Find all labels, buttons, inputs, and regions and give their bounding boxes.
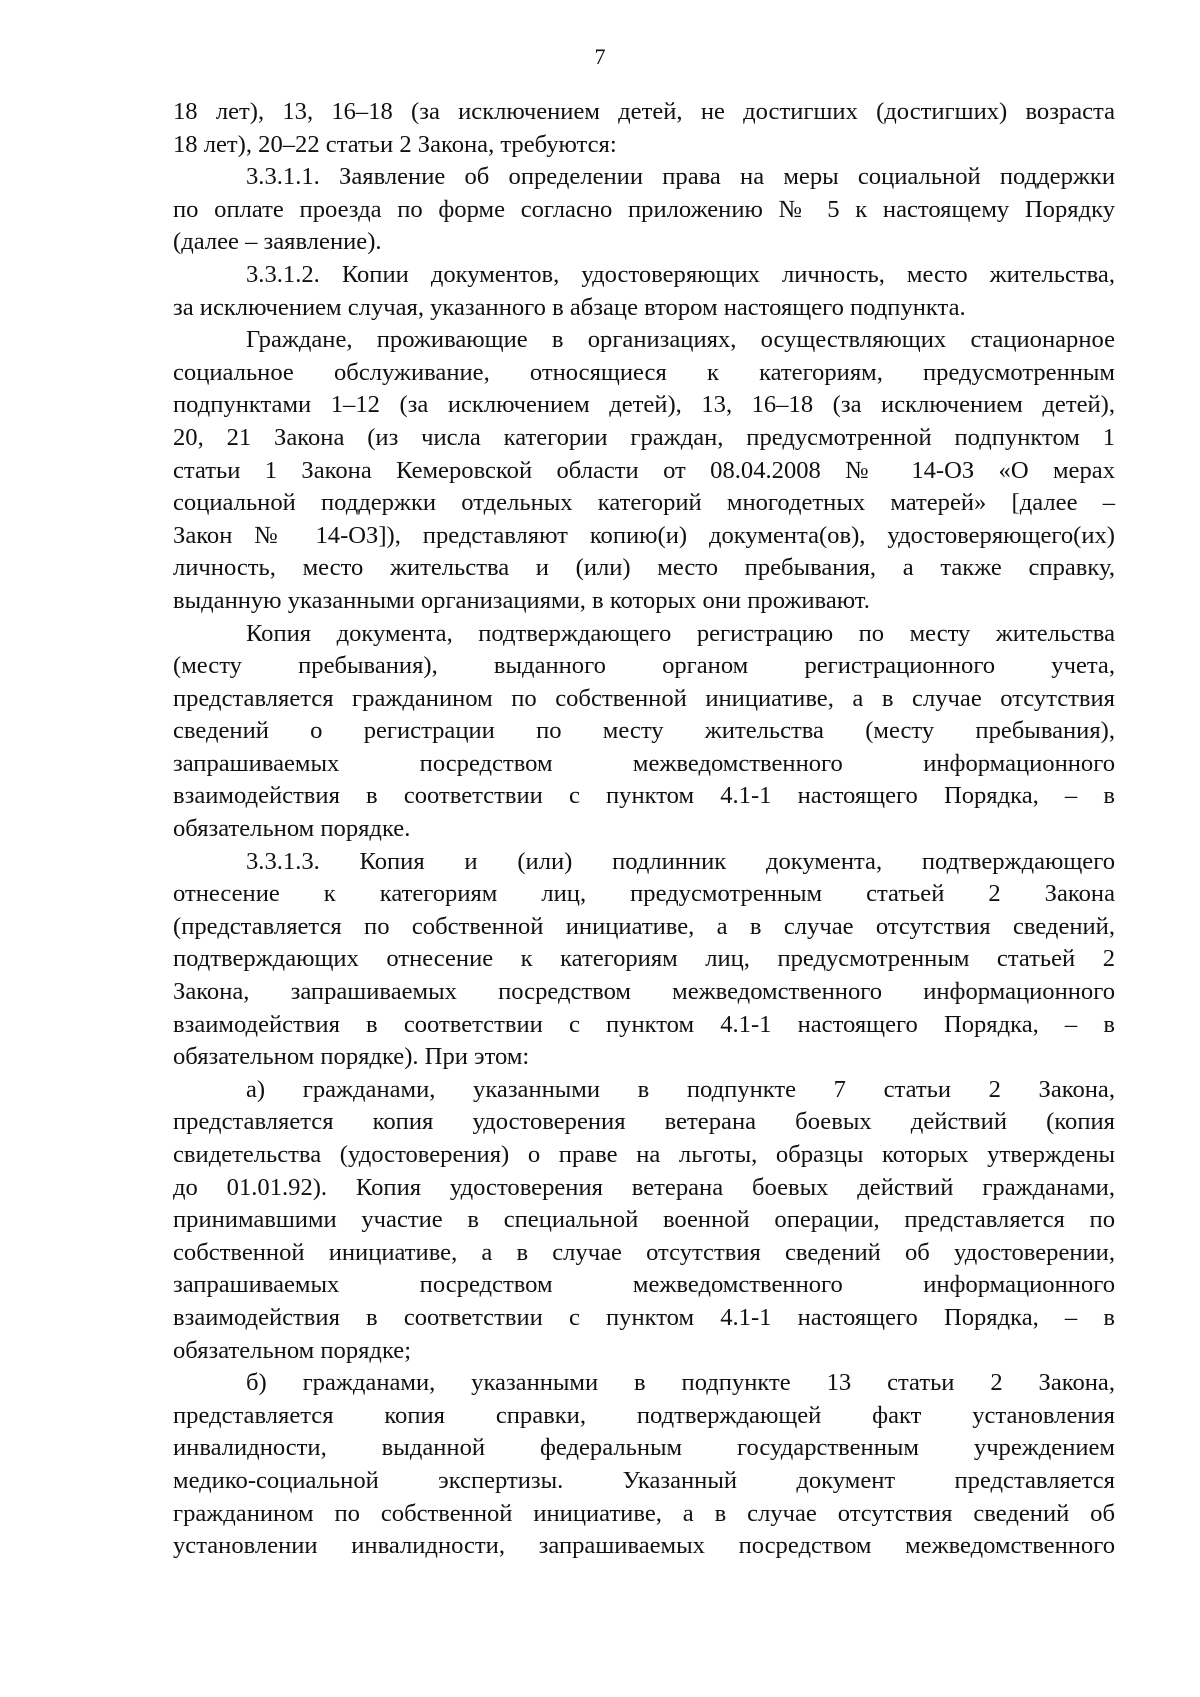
text-line: представляется копия удостоверения ветерана боевых действий (копия xyxy=(173,1108,1115,1136)
paragraph xyxy=(173,1367,1115,1563)
text-line: Закон № 14-ОЗ]), представляют копию(и) документа(ов), удостоверяющего(их) xyxy=(173,521,1115,549)
text-line: запрашиваемых посредством межведомственного информационного xyxy=(173,1271,1115,1299)
text-line: свидетельства (удостоверения) о праве на льготы, образцы которых утверждены xyxy=(173,1141,1115,1168)
text-line: сведений о регистрации по месту жительства (месту пребывания), xyxy=(173,717,1115,745)
text-line: до 01.01.92). Копия удостоверения ветерана боевых действий гражданами, xyxy=(173,1173,1115,1201)
text-line: 3.3.1.2. Копии документов, удостоверяющих личность, место жительства, xyxy=(246,260,1115,288)
text-line: (представляется по собственной инициативе, а в случае отсутствия сведений, xyxy=(173,912,1115,940)
text-line: 3.3.1.1. Заявление об определении права на меры социальной поддержки xyxy=(246,163,1115,191)
text-line: статьи 1 Закона Кемеровской области от 08.04.2008 № 14-ОЗ «О мерах xyxy=(173,456,1115,484)
text-line: по оплате проезда по форме согласно приложению № 5 к настоящему Порядку xyxy=(173,195,1115,223)
text-line: запрашиваемых посредством межведомственного информационного xyxy=(173,749,1115,777)
paragraph xyxy=(173,846,1115,1074)
text-line: социальное обслуживание, относящиеся к категориям, предусмотренным xyxy=(173,358,1115,386)
paragraph xyxy=(173,1074,1115,1367)
text-line: взаимодействия в соответствии с пунктом 4.1-1 настоящего Порядка, – в xyxy=(173,1010,1115,1038)
text-line: инвалидности, выданной федеральным государственным учреждением xyxy=(173,1434,1115,1462)
text-line: 20, 21 Закона (из числа категории граждан, предусмотренной подпунктом 1 xyxy=(173,423,1115,451)
text-line: (месту пребывания), выданного органом регистрационного учета, xyxy=(173,652,1115,680)
paragraph xyxy=(173,161,1115,259)
text-line: гражданином по собственной инициативе, а в случае отсутствия сведений об xyxy=(173,1499,1115,1527)
text-line: Закона, запрашиваемых посредством межведомственного информационного xyxy=(173,978,1115,1006)
text-line: 18 лет), 13, 16–18 (за исключением детей, не достигших (достигших) возраста xyxy=(173,98,1115,125)
text-line: представляется гражданином по собственной инициативе, а в случае отсутствия xyxy=(173,684,1115,712)
text-line: взаимодействия в соответствии с пунктом 4.1-1 настоящего Порядка, – в xyxy=(173,1303,1115,1331)
text-line: обязательном порядке). При этом: xyxy=(173,1043,530,1071)
page-number: 7 xyxy=(594,44,606,69)
paragraph xyxy=(173,618,1115,846)
text-line: взаимодействия в соответствии с пунктом 4.1-1 настоящего Порядка, – в xyxy=(173,782,1115,810)
text-line: представляется копия справки, подтверждающей факт установления xyxy=(173,1401,1115,1429)
text-line: социальной поддержки отдельных категорий многодетных матерей» [далее – xyxy=(173,489,1115,517)
text-line: медико-социальной экспертизы. Указанный документ представляется xyxy=(173,1466,1115,1494)
text-line: Копия документа, подтверждающего регистрацию по месту жительства xyxy=(246,619,1115,647)
text-line: установлении инвалидности, запрашиваемых посредством межведомственного xyxy=(173,1532,1115,1560)
text-line: собственной инициативе, а в случае отсутствия сведений об удостоверении, xyxy=(173,1238,1115,1266)
text-line: 18 лет), 20–22 статьи 2 Закона, требуются: xyxy=(173,130,617,158)
text-line: личность, место жительства и (или) место пребывания, а также справку, xyxy=(173,554,1115,582)
text-line: отнесение к категориям лиц, предусмотренным статьей 2 Закона xyxy=(173,880,1115,908)
text-line: выданную указанными организациями, в которых они проживают. xyxy=(173,586,870,614)
text-line: принимавшими участие в специальной военной операции, представляется по xyxy=(173,1206,1115,1234)
paragraph xyxy=(173,259,1115,324)
text-line: Граждане, проживающие в организациях, осуществляющих стационарное xyxy=(246,326,1115,354)
paragraph xyxy=(173,96,1115,161)
text-line: (далее – заявление). xyxy=(173,228,382,256)
text-line: подтверждающих отнесение к категориям лиц, предусмотренным статьей 2 xyxy=(173,945,1115,973)
text-line: за исключением случая, указанного в абзаце втором настоящего подпункта. xyxy=(173,293,966,321)
text-line: а) гражданами, указанными в подпункте 7 статьи 2 Закона, xyxy=(246,1075,1115,1103)
text-line: обязательном порядке; xyxy=(173,1336,412,1364)
text-line: подпунктами 1–12 (за исключением детей), 13, 16–18 (за исключением детей), xyxy=(173,391,1115,419)
text-line: 3.3.1.3. Копия и (или) подлинник документа, подтверждающего xyxy=(246,847,1115,875)
document-body xyxy=(173,96,1115,1563)
paragraph xyxy=(173,324,1115,617)
text-line: б) гражданами, указанными в подпункте 13 статьи 2 Закона, xyxy=(246,1369,1115,1397)
text-line: обязательном порядке. xyxy=(173,815,411,843)
